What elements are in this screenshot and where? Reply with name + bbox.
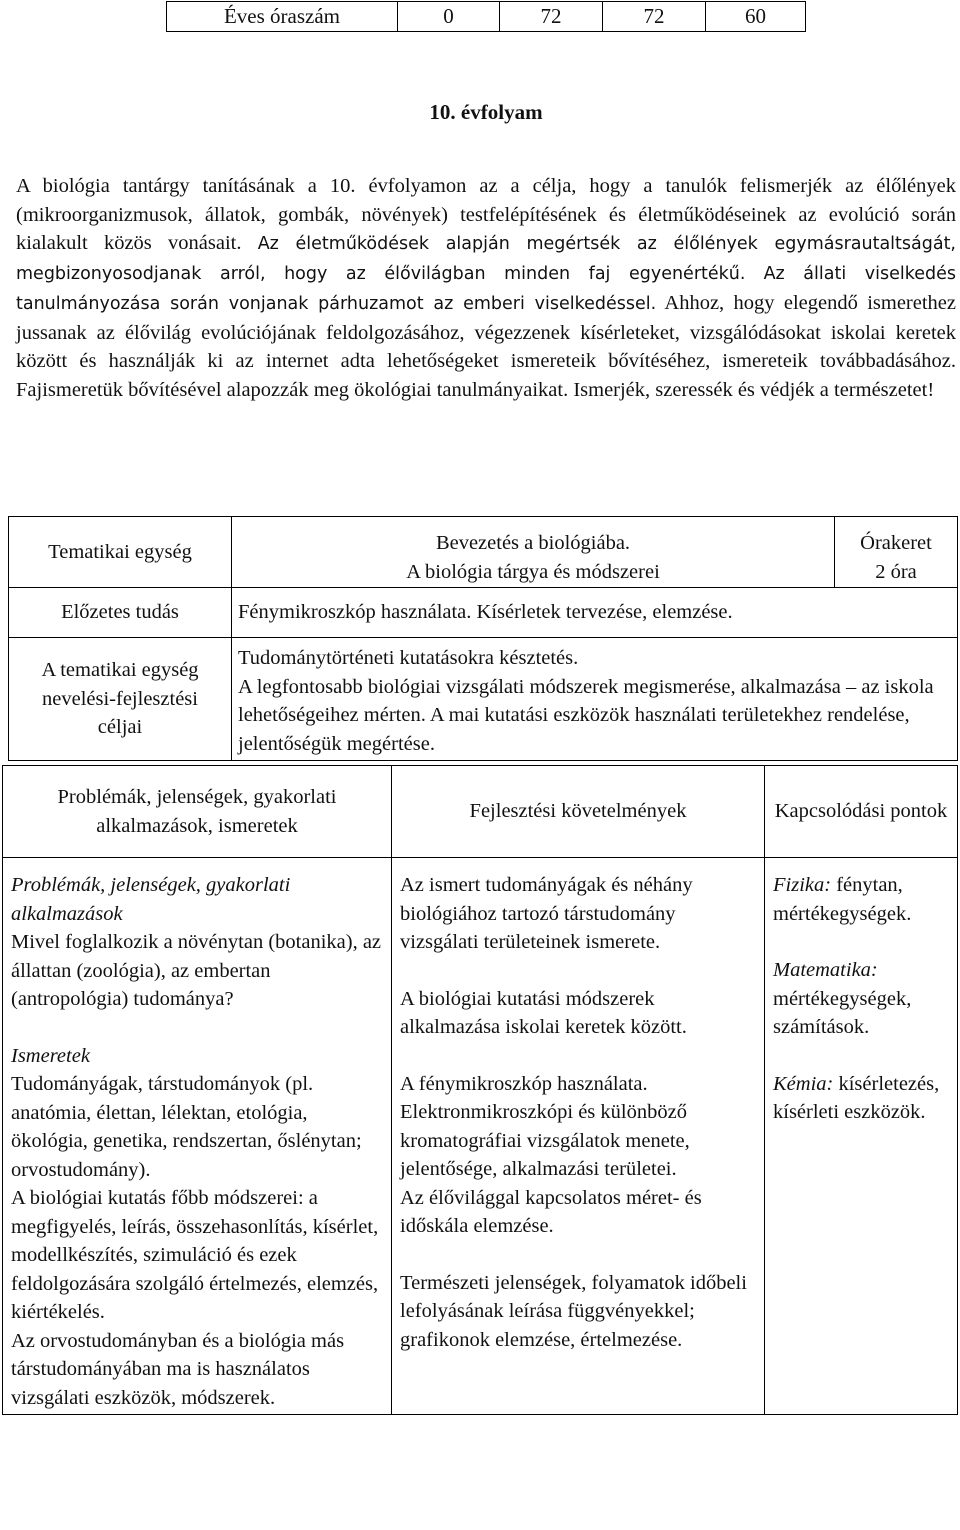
requirements-header: Fejlesztési követelmények (392, 766, 765, 858)
requirement-text: Az ismert tudományágak és néhány biológiához tartozó társtudomány vizsgálati területeinek ismerete. (400, 874, 693, 953)
knowledge-text: A biológiai kutatás főbb módszerei: a megfigyelés, leírás, összehasonlítás, kísérlet, modellkészítés, szimuláció és ezek feldolgozására szolgáló értelmezés, elemzés, kiértékelés. (11, 1187, 379, 1323)
unit-title-line2: A biológia tárgya és módszerei (406, 560, 660, 583)
unit-title (232, 517, 835, 588)
goals-label: A tematikai egység nevelési-fejlesztési céljai (9, 638, 232, 761)
connections-cell (765, 858, 958, 1415)
prior-knowledge-text: Fénymikroszkóp használata. Kísérletek tervezése, elemzése. (232, 588, 958, 638)
prior-knowledge-label: Előzetes tudás (9, 588, 232, 638)
goals-line: A legfontosabb biológiai vizsgálati módszerek megismerése, alkalmazása – az iskola lehetőségeihez mérten. A mai kutatási eszközök használati területekhez rendelése, jelentőségük megértése. (238, 675, 934, 755)
knowledge-text: Tudományágak, társtudományok (pl. anatómia, élettan, lélektan, etológia, ökológia, genetika, rendszertan, őslénytan; orvostudomány). (11, 1073, 362, 1181)
annual-hours-label: Éves óraszám (167, 2, 398, 32)
knowledge-subheading: Ismeretek (11, 1044, 90, 1067)
problems-header: Problémák, jelenségek, gyakorlati alkalmazások, ismeretek (3, 766, 392, 858)
unit-table (8, 516, 958, 761)
connection-topics: kísérletezés, kísérleti eszközök. (773, 1072, 940, 1123)
grade-heading: 10. évfolyam (429, 100, 543, 124)
connection-math (773, 956, 949, 1042)
intro-text: Az állati viselkedés tanulmányozása során vonjanak párhuzamot az emberi viselkedéssel. (16, 264, 956, 314)
content-body-row (3, 858, 958, 1415)
goals-text (232, 638, 958, 761)
hours-frame (835, 517, 958, 588)
requirement-text: Elektronmikroszkópi és különböző kromatográfiai vizsgálatok menete, jelentősége, alkalmazási területei. (400, 1101, 690, 1180)
problems-text: Mivel foglalkozik a növénytan (botanika), az állattan (zoológia), az embertan (antropológia) tudománya? (11, 931, 382, 1010)
annual-hours-value: 72 (603, 2, 706, 32)
connection-chemistry (773, 1070, 949, 1127)
hours-frame-value: 2 óra (875, 560, 917, 583)
requirement-text: Természeti jelenségek, folyamatok időbeli lefolyásának leírása függvényekkel; grafikonok elemzése, értelmezése. (400, 1271, 747, 1351)
requirements-cell (392, 858, 765, 1415)
problems-subheading: Problémák, jelenségek, gyakorlati alkalmazások (11, 874, 291, 925)
unit-title-row (9, 517, 958, 588)
goals-row (9, 638, 958, 761)
content-table (2, 765, 958, 1415)
hours-frame-label: Órakeret (860, 532, 932, 554)
annual-hours-row (167, 2, 806, 32)
connection-subject: Kémia: (773, 1072, 834, 1095)
theme-label: Tematikai egység (9, 517, 232, 588)
annual-hours-value: 60 (706, 2, 806, 32)
requirement-text: A biológiai kutatási módszerek alkalmazása iskolai keretek között. (400, 987, 687, 1038)
goals-line: Tudománytörténeti kutatásokra késztetés. (238, 647, 579, 669)
connections-header: Kapcsolódási pontok (765, 766, 958, 858)
content-header-row (3, 766, 958, 858)
problems-cell (3, 858, 392, 1415)
annual-hours-value: 72 (500, 2, 603, 32)
requirement-text: Az élővilággal kapcsolatos méret- és időskála elemzése. (400, 1186, 702, 1237)
connection-topics: mértékegységek, számítások. (773, 987, 912, 1038)
unit-title-line1: Bevezetés a biológiába. (435, 532, 631, 554)
annual-hours-value: 0 (398, 2, 500, 32)
intro-paragraph (16, 172, 956, 405)
intro-text: Az életműködések alapján megértsék az élőlények egymásrautaltságát, megbizonyosodjanak arról, hogy az élővilágban minden faj egyenértékű. (16, 234, 956, 285)
requirement-text: A fénymikroszkóp használata. (400, 1072, 648, 1095)
connection-physics (773, 871, 949, 928)
connection-topics: fénytan, mértékegységek. (773, 874, 912, 925)
intro-text: Ahhoz, hogy elegendő ismerethez jussanak az élővilág evolúciójának feldolgozásához, végezzenek kísérleteket, vizsgálódásokat iskolai keretek között és használják ki az internet adta lehetőségeket ismereteik bővítéséhez, ismereteik továbbadásához. Fajismeretük bővítésével alapozzák meg ökológiai tanulmányaikat. Ismerjék, szeressék és védjék a természetet! (16, 291, 956, 401)
intro-text: A biológia tantárgy tanításának a 10. évfolyamon az a célja, hogy a tanulók felismerjék az élőlények (mikroorganizmusok, állatok, gombák, növények) testfelépítésének és életműködéseinek az evolúció során kialakult közös vonásait. (16, 175, 956, 255)
knowledge-text: Az orvostudományban és a biológia más társtudományában ma is használatos vizsgálati eszközök, módszerek. (11, 1329, 345, 1409)
connection-subject: Fizika: (773, 874, 832, 896)
prior-knowledge-row (9, 588, 958, 638)
annual-hours-table (166, 1, 806, 32)
connection-subject: Matematika: (773, 959, 878, 981)
